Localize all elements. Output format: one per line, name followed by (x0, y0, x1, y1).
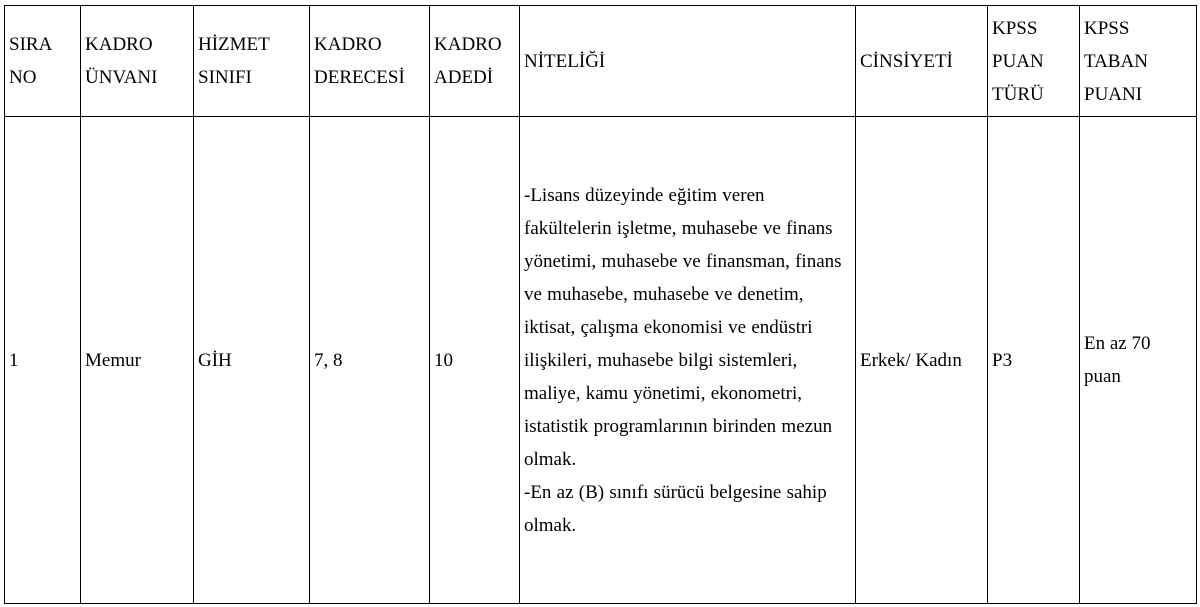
cell-sira-no: 1 (5, 117, 81, 604)
niteligi-education-requirement: -Lisans düzeyinde eğitim veren fakültelerin işletme, muhasebe ve finans yönetimi, muhasebe ve finansman, finans ve muhasebe, muhasebe ve denetim, iktisat, çalışma ekonomisi ve endüstri ilişkileri, muhasebe bilgi sistemleri, maliye, kamu yönetimi, ekonometri, istatistik programlarının birinden mezun olmak. (524, 184, 842, 470)
cell-kpss-taban-puani: En az 70 puan (1080, 117, 1197, 604)
cell-kadro-derecesi: 7, 8 (310, 117, 430, 604)
table-header-row (5, 6, 1197, 117)
cell-kadro-unvani: Memur (81, 117, 194, 604)
header-hizmet-sinifi: HİZMET SINIFI (194, 6, 310, 117)
header-sira-no: SIRA NO (5, 6, 81, 117)
header-niteligi: NİTELİĞİ (520, 6, 856, 117)
niteligi-license-requirement: -En az (B) sınıfı sürücü belgesine sahip olmak. (524, 481, 827, 536)
header-kadro-adedi: KADRO ADEDİ (430, 6, 520, 117)
header-cinsiyeti: CİNSİYETİ (856, 6, 988, 117)
header-kadro-unvani: KADRO ÜNVANI (81, 6, 194, 117)
table-row (5, 117, 1197, 604)
cell-kpss-puan-turu: P3 (988, 117, 1080, 604)
cell-cinsiyeti: Erkek/ Kadın (856, 117, 988, 604)
staff-requirements-table (4, 5, 1197, 604)
cell-niteligi (520, 117, 856, 604)
header-kadro-derecesi: KADRO DERECESİ (310, 6, 430, 117)
header-kpss-taban-puani: KPSS TABAN PUANI (1080, 6, 1197, 117)
cell-hizmet-sinifi: GİH (194, 117, 310, 604)
cell-kadro-adedi: 10 (430, 117, 520, 604)
header-kpss-puan-turu: KPSS PUAN TÜRÜ (988, 6, 1080, 117)
